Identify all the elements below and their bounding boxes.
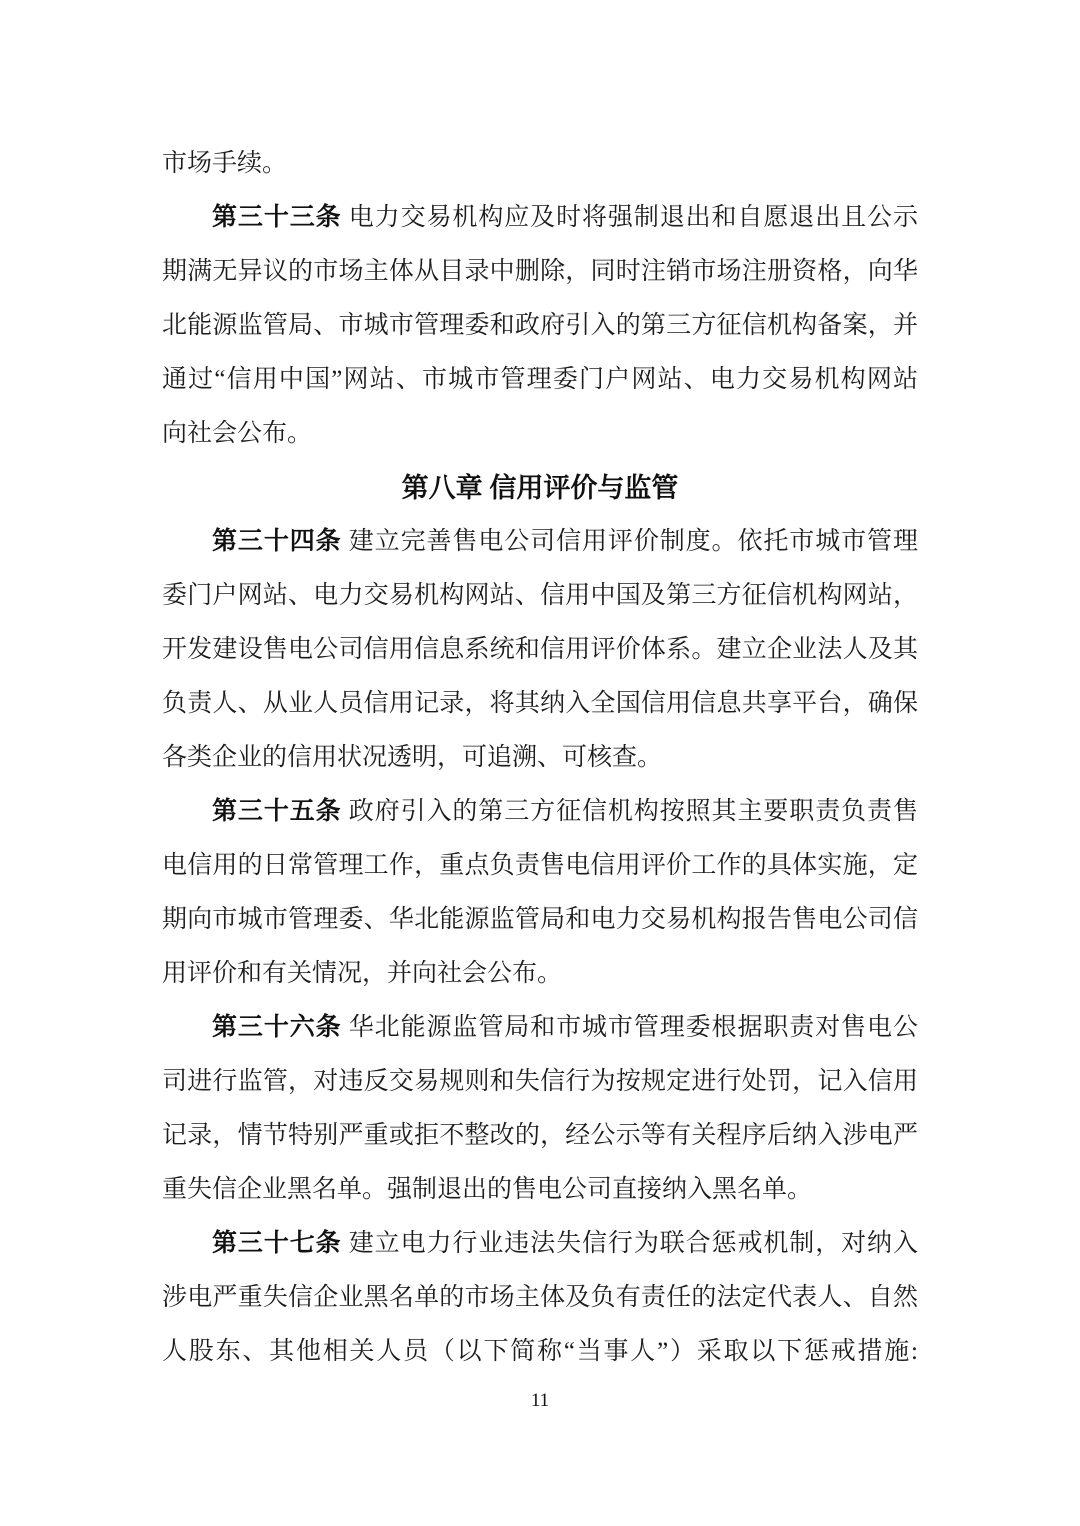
text-line	[162, 1271, 918, 1325]
text-line	[162, 137, 918, 191]
line-text: 人股东、其他相关人员（以下简称“当事人”）采取以下惩戒措施:	[162, 1338, 918, 1365]
text-line	[162, 569, 918, 623]
line-text: 市场手续。	[162, 150, 288, 177]
text-line	[162, 785, 918, 839]
text-block	[162, 137, 918, 1379]
line-text: 涉电严重失信企业黑名单的市场主体及负有责任的法定代表人、自然	[162, 1284, 918, 1311]
text-line	[162, 407, 918, 461]
text-line	[162, 299, 918, 353]
line-text: 电信用的日常管理工作，重点负责售电信用评价工作的具体实施，定	[162, 852, 918, 879]
article-number: 第三十七条	[212, 1230, 342, 1257]
text-line	[162, 731, 918, 785]
line-text: 司进行监管，对违反交易规则和失信行为按规定进行处罚，记入信用	[162, 1068, 918, 1095]
text-line	[162, 677, 918, 731]
line-text: 委门户网站、电力交易机构网站、信用中国及第三方征信机构网站，	[162, 582, 918, 609]
article-number: 第三十五条	[212, 798, 342, 825]
line-text: 负责人、从业人员信用记录，将其纳入全国信用信息共享平台，确保	[162, 690, 918, 717]
text-line	[162, 623, 918, 677]
line-text: 期向市城市管理委、华北能源监管局和电力交易机构报告售电公司信	[162, 906, 918, 933]
line-text: 政府引入的第三方征信机构按照其主要职责负责售	[341, 798, 918, 825]
text-line	[162, 353, 918, 407]
line-text: 向社会公布。	[162, 420, 313, 447]
line-text: 电力交易机构应及时将强制退出和自愿退出且公示	[341, 204, 918, 231]
text-line	[162, 947, 918, 1001]
text-line	[162, 1325, 918, 1379]
line-text: 通过“信用中国”网站、市城市管理委门户网站、电力交易机构网站	[162, 366, 918, 393]
text-line	[162, 1217, 918, 1271]
text-line	[162, 515, 918, 569]
article-number: 第三十六条	[212, 1014, 342, 1041]
text-line	[162, 893, 918, 947]
line-text: 用评价和有关情况，并向社会公布。	[162, 960, 563, 987]
chapter-heading	[162, 461, 918, 515]
line-text: 记录，情节特别严重或拒不整改的，经公示等有关程序后纳入涉电严	[162, 1122, 918, 1149]
text-line	[162, 245, 918, 299]
line-text: 北能源监管局、市城市管理委和政府引入的第三方征信机构备案，并	[162, 312, 918, 339]
text-line	[162, 191, 918, 245]
line-text: 重失信企业黑名单。强制退出的售电公司直接纳入黑名单。	[162, 1176, 813, 1203]
line-text: 建立电力行业违法失信行为联合惩戒机制，对纳入	[341, 1230, 918, 1257]
text-line	[162, 1109, 918, 1163]
line-text: 期满无异议的市场主体从目录中删除，同时注销市场注册资格，向华	[162, 258, 918, 285]
text-line	[162, 1055, 918, 1109]
line-text: 建立完善售电公司信用评价制度。依托市城市管理	[341, 528, 918, 555]
line-text: 华北能源监管局和市城市管理委根据职责对售电公	[341, 1014, 918, 1041]
text-line	[162, 1163, 918, 1217]
article-number: 第三十三条	[212, 204, 342, 231]
text-line	[162, 1001, 918, 1055]
line-text: 第八章 信用评价与监管	[401, 473, 679, 503]
article-number: 第三十四条	[212, 528, 342, 555]
line-text: 开发建设售电公司信用信息系统和信用评价体系。建立企业法人及其	[162, 636, 918, 663]
page-number: 11	[530, 1390, 550, 1411]
line-text: 各类企业的信用状况透明，可追溯、可核查。	[162, 744, 663, 771]
text-line	[162, 839, 918, 893]
